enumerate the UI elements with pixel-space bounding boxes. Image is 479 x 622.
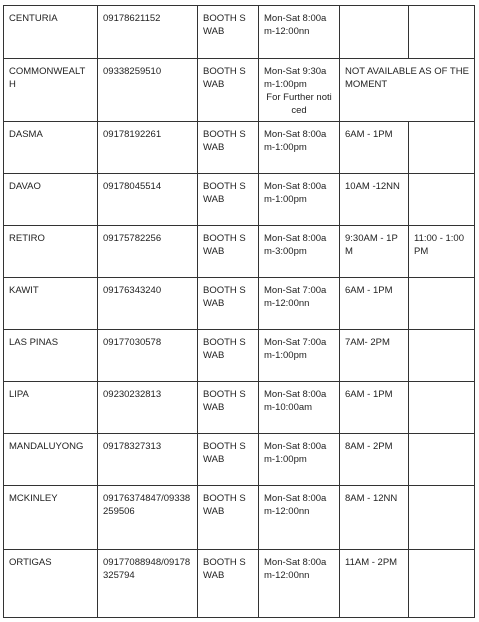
table-row: [4, 174, 475, 226]
table-row: [4, 330, 475, 382]
time-cell-extra: [409, 278, 475, 330]
schedule-cell: Mon-Sat 8:00am-10:00am: [259, 382, 340, 434]
table-row: [4, 550, 475, 618]
time-cell-extra: [409, 6, 475, 59]
schedule-cell: Mon-Sat 8:00am-3:00pm: [259, 226, 340, 278]
table-row: [4, 434, 475, 486]
site-cell: RETIRO: [4, 226, 98, 278]
phone-cell: 09178327313: [98, 434, 198, 486]
site-cell: ORTIGAS: [4, 550, 98, 618]
time-cell: 11AM - 2PM: [340, 550, 409, 618]
schedule-note: For Further noticed: [266, 92, 332, 116]
service-cell: BOOTH SWAB: [198, 174, 259, 226]
schedule-table: [3, 5, 475, 618]
time-cell: 8AM - 12NN: [340, 486, 409, 550]
time-cell: 9:30AM - 1PM: [340, 226, 409, 278]
time-cell: [340, 6, 409, 59]
table-row: [4, 6, 475, 59]
service-cell: BOOTH SWAB: [198, 550, 259, 618]
table-row: [4, 278, 475, 330]
time-cell-extra: [409, 550, 475, 618]
schedule-cell: [259, 59, 340, 122]
table-row: [4, 59, 475, 122]
time-cell-extra: [409, 330, 475, 382]
table-row: [4, 382, 475, 434]
site-cell: DASMA: [4, 122, 98, 174]
service-cell: BOOTH SWAB: [198, 330, 259, 382]
time-cell-extra: [409, 174, 475, 226]
schedule-cell: Mon-Sat 8:00am-12:00nn: [259, 486, 340, 550]
site-cell: CENTURIA: [4, 6, 98, 59]
time-cell: 8AM - 2PM: [340, 434, 409, 486]
table-row: [4, 486, 475, 550]
table-row: [4, 226, 475, 278]
schedule-cell: Mon-Sat 8:00am-12:00nn: [259, 550, 340, 618]
time-cell-extra: [409, 434, 475, 486]
time-cell-extra: [409, 382, 475, 434]
phone-cell: 09178045514: [98, 174, 198, 226]
site-cell: MANDALUYONG: [4, 434, 98, 486]
schedule-cell: Mon-Sat 7:00am-1:00pm: [259, 330, 340, 382]
time-cell: 6AM - 1PM: [340, 382, 409, 434]
schedule-cell: Mon-Sat 7:00am-12:00nn: [259, 278, 340, 330]
phone-cell: 09176343240: [98, 278, 198, 330]
time-cell: 7AM- 2PM: [340, 330, 409, 382]
time-cell: 10AM -12NN: [340, 174, 409, 226]
service-cell: BOOTH SWAB: [198, 382, 259, 434]
phone-cell: 09230232813: [98, 382, 198, 434]
phone-cell: 09177088948/09178325794: [98, 550, 198, 618]
phone-cell: 09177030578: [98, 330, 198, 382]
service-cell: BOOTH SWAB: [198, 434, 259, 486]
phone-cell: 09175782256: [98, 226, 198, 278]
schedule-cell: Mon-Sat 8:00am-1:00pm: [259, 434, 340, 486]
time-cell: 6AM - 1PM: [340, 122, 409, 174]
site-cell: KAWIT: [4, 278, 98, 330]
availability-cell: NOT AVAILABLE AS OF THE MOMENT: [340, 59, 475, 122]
phone-cell: 09178621152: [98, 6, 198, 59]
schedule-text: Mon-Sat 9:30am-1:00pm: [264, 66, 327, 90]
phone-cell: 09338259510: [98, 59, 198, 122]
service-cell: BOOTH SWAB: [198, 278, 259, 330]
service-cell: BOOTH SWAB: [198, 59, 259, 122]
time-cell-extra: [409, 122, 475, 174]
phone-cell: 09176374847/09338259506: [98, 486, 198, 550]
table-row: [4, 122, 475, 174]
time-cell-extra: 11:00 - 1:00PM: [409, 226, 475, 278]
site-cell: LIPA: [4, 382, 98, 434]
service-cell: BOOTH SWAB: [198, 226, 259, 278]
schedule-cell: Mon-Sat 8:00am-1:00pm: [259, 122, 340, 174]
site-cell: DAVAO: [4, 174, 98, 226]
site-cell: MCKINLEY: [4, 486, 98, 550]
time-cell: 6AM - 1PM: [340, 278, 409, 330]
site-cell: LAS PINAS: [4, 330, 98, 382]
schedule-cell: Mon-Sat 8:00am-1:00pm: [259, 174, 340, 226]
schedule-cell: Mon-Sat 8:00am-12:00nn: [259, 6, 340, 59]
service-cell: BOOTH SWAB: [198, 6, 259, 59]
phone-cell: 09178192261: [98, 122, 198, 174]
time-cell-extra: [409, 486, 475, 550]
service-cell: BOOTH SWAB: [198, 122, 259, 174]
site-cell: COMMONWEALTH: [4, 59, 98, 122]
service-cell: BOOTH SWAB: [198, 486, 259, 550]
